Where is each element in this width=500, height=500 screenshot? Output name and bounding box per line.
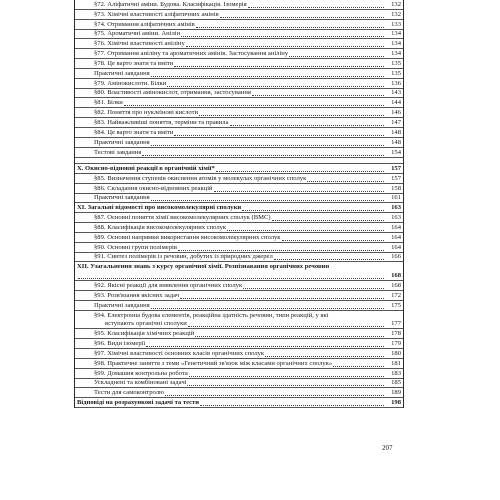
dot-leader [146, 341, 384, 347]
dot-leader [181, 31, 384, 37]
toc-page-number: 166 [391, 253, 401, 261]
toc-page-number: 161 [391, 194, 401, 202]
toc-page-number: 157 [391, 164, 401, 172]
toc-entry [75, 148, 403, 158]
toc-page-number: 136 [391, 79, 401, 87]
toc-entry-title: §92. Якісні реакції для виявлення органічних сполук [94, 281, 243, 289]
toc-entry [75, 108, 403, 118]
toc-entry-title: §84. Це варто знати та вміти [94, 128, 174, 136]
toc-page-number: 177 [391, 320, 401, 328]
toc-entry-title: §72. Аліфатичні аміни. Будова. Класифікація. Ізомерія [94, 0, 247, 8]
dot-leader [248, 2, 384, 8]
toc-entry-title: §80. Властивості амінокислот, отримання, застосування [94, 89, 251, 97]
toc-entry-title: §81. Білки [94, 99, 123, 107]
toc-entry [75, 39, 403, 49]
dot-leader [330, 265, 384, 270]
toc-page-number: 132 [391, 0, 401, 8]
dot-leader [187, 380, 384, 386]
toc-page-number: 172 [391, 291, 401, 299]
dot-leader [330, 314, 385, 319]
dot-leader [243, 283, 384, 289]
dot-leader [214, 186, 384, 192]
toc-page-number: 168 [391, 281, 401, 289]
toc-section-heading [75, 164, 403, 174]
toc-page-number: 164 [391, 223, 401, 231]
toc-entry [75, 388, 403, 398]
dot-leader [227, 225, 384, 231]
toc-section-heading [75, 203, 403, 213]
toc-entry [75, 174, 403, 184]
toc-entry-title: §96. Види ізомерії [94, 340, 146, 348]
toc-entry-title: XII. Узагальнення знань з курсу органічної хімії. Розпізнавання органічних речовин [77, 263, 330, 271]
dot-leader [167, 81, 384, 87]
toc-page-number: 135 [391, 59, 401, 67]
toc-entry-title: §93. Розв'язання якісних задач [94, 291, 180, 299]
toc-entry [75, 69, 403, 79]
toc-entry-title: X. Окисно-відновні реакції в органічній хімії* [77, 164, 215, 172]
toc-entry-title: Тести для самоконтролю [94, 389, 164, 397]
toc-entry [75, 10, 403, 20]
toc-entry [75, 59, 403, 69]
toc-entry [75, 369, 403, 379]
dot-leader [174, 130, 384, 136]
toc-entry [75, 243, 403, 253]
toc-page-number: 133 [391, 20, 401, 28]
dot-leader [274, 254, 384, 260]
toc-entry-title: §87. Основні поняття хімії високомолекулярних сполук (ВМС) [94, 214, 271, 222]
toc-page-number: 158 [391, 184, 401, 192]
toc-entry [75, 233, 403, 243]
toc-entry-title: §74. Отримання аліфатичних амінів [94, 20, 195, 28]
toc-entry [75, 339, 403, 349]
toc-page-number: 157 [391, 174, 401, 182]
dot-leader [124, 100, 384, 106]
toc-page-number: 143 [391, 89, 401, 97]
dot-leader [142, 150, 384, 156]
dot-leader [333, 361, 384, 367]
dot-leader [151, 303, 384, 309]
toc-page-number: 135 [391, 69, 401, 77]
dot-leader [307, 176, 384, 182]
toc-entry [75, 223, 403, 233]
toc-entry-title: §95. Класифікація хімічних реакцій [94, 330, 195, 338]
toc-entry-title: Відповіді на розрахункові задачі та тести [77, 399, 200, 407]
toc-entry-title: §97. Хімічні властивості основних класів органічних сполук [94, 349, 265, 357]
toc-entry [75, 30, 403, 40]
toc-page-number: 163 [391, 214, 401, 222]
toc-entry [75, 320, 403, 330]
toc-section-heading [75, 262, 403, 271]
toc-page-number: 148 [391, 138, 401, 146]
toc-entry-title: Практичні завдання [94, 69, 150, 77]
toc-entry [75, 118, 403, 128]
dot-leader [195, 331, 384, 337]
dot-leader [178, 245, 384, 251]
toc-page-number: 178 [391, 330, 401, 338]
toc-page-number: 134 [391, 40, 401, 48]
toc-page-number: 134 [391, 50, 401, 58]
toc-entry-title: вступають органічні сполуки [105, 320, 187, 328]
toc-entry [75, 49, 403, 59]
toc-page-number: 168 [391, 272, 401, 280]
toc-page-number: 134 [391, 30, 401, 38]
toc-entry-title: §91. Синтез полімерів із речовин, добутих із природних джерел [94, 253, 273, 261]
toc-entry [75, 79, 403, 89]
dot-leader [186, 41, 384, 47]
toc-entry [75, 329, 403, 339]
dot-leader [230, 120, 385, 126]
dot-leader [180, 293, 384, 299]
toc-entry [75, 281, 403, 291]
dot-leader [151, 195, 384, 201]
dot-leader [188, 321, 384, 327]
toc-page-number: 163 [391, 204, 401, 212]
toc-entry-title: Практичні завдання [94, 138, 150, 146]
dot-leader [151, 140, 384, 146]
dot-leader [242, 205, 384, 211]
toc-entry-title: §75. Ароматичні аміни. Анілін [94, 30, 181, 38]
dot-leader [199, 110, 384, 116]
toc-page-number: 132 [391, 10, 401, 18]
toc-entry-title: Практичні завдання [94, 194, 150, 202]
toc-entry [75, 301, 403, 311]
toc-entry [75, 311, 403, 320]
toc-entry [75, 213, 403, 223]
toc-page-number: 154 [391, 148, 401, 156]
toc-entry [75, 89, 403, 99]
toc-entry [75, 0, 403, 10]
dot-leader [220, 12, 384, 18]
toc-page-number: 180 [391, 349, 401, 357]
toc-entry [75, 128, 403, 138]
toc-entry [75, 291, 403, 301]
dot-leader [216, 166, 384, 172]
dot-leader [289, 51, 384, 57]
toc-entry-title: §78. Це варто знати та вміти [94, 59, 174, 67]
dot-leader [252, 90, 384, 96]
toc-section-heading [75, 271, 403, 281]
dot-leader [272, 215, 384, 221]
page-number: 207 [382, 444, 393, 452]
dot-leader [200, 400, 384, 406]
toc-page-number: 146 [391, 109, 401, 117]
toc-entry [75, 184, 403, 194]
toc-entry [75, 20, 403, 30]
dot-leader [151, 71, 384, 77]
toc-section-heading [75, 398, 403, 408]
toc-entry-title: §77. Отримання аніліну та ароматичних амінів. Застосування аніліну [94, 50, 289, 58]
toc-entry-title: §99. Домашня контрольна робота [94, 369, 188, 377]
toc-page-number: 183 [391, 369, 401, 377]
toc-page-number: 147 [391, 118, 401, 126]
toc-entry [75, 359, 403, 369]
toc-page-number: 198 [391, 399, 401, 407]
toc-entry-title: §98. Практичне заняття з теми «Генетичний зв'язок між класами органічних сполук» [94, 359, 333, 367]
dot-leader [282, 235, 385, 241]
toc-page-number: 148 [391, 128, 401, 136]
toc-entry-title: §90. Основні групи полімерів [94, 243, 177, 251]
toc-entry [75, 138, 403, 148]
dot-leader [196, 22, 384, 28]
toc-entry [75, 194, 403, 204]
toc-page-number: 185 [391, 379, 401, 387]
toc-entry-title: §88. Класифікація високомолекулярних сполук [94, 223, 227, 231]
toc-entry-title: Тестові завдання [94, 148, 142, 156]
toc-page-number: 181 [391, 359, 401, 367]
toc-entry-title: §82. Поняття про нуклеїнові кислоти [94, 109, 199, 117]
toc-entry-title: §83. Найважливіші поняття, терміни та правила [94, 118, 229, 126]
dot-leader [174, 61, 384, 67]
toc-entry-title: §89. Основні напрямки використання високомолекулярних сполук [94, 233, 281, 241]
toc-entry-title: §73. Хімічні властивості аліфатичних амінів [94, 10, 219, 18]
toc-page-number: 175 [391, 301, 401, 309]
toc-entry [75, 253, 403, 263]
toc-page-number: 179 [391, 340, 401, 348]
toc-entry-title: §85. Визначення ступенів окиснення атомів у молекулах органічних сполук [94, 174, 307, 182]
toc-entry-title: §76. Хімічні властивості аніліну [94, 40, 185, 48]
toc-page-number: 164 [391, 233, 401, 241]
dot-leader [189, 371, 384, 377]
dot-leader [165, 390, 384, 396]
toc-page-number: 144 [391, 99, 401, 107]
table-of-contents [74, 0, 404, 408]
dot-leader [265, 351, 384, 357]
toc-entry-title: Ускладнені та комбіновані задачі [94, 379, 187, 387]
toc-entry [75, 98, 403, 108]
toc-entry-title: §86. Складання окисно-відновних реакцій [94, 184, 213, 192]
toc-entry [75, 349, 403, 359]
toc-entry-title: §79. Амінокислоти. Білки [94, 79, 167, 87]
toc-entry-title: XI. Загальні відомості про високомолекулярні сполуки [77, 204, 242, 212]
toc-page-number: 189 [391, 389, 401, 397]
dot-leader [78, 273, 384, 279]
toc-page-number: 164 [391, 243, 401, 251]
toc-entry [75, 379, 403, 389]
toc-entry-title: §94. Електронна будова елементів, реакційна здатність речовин, типи реакцій, у які [94, 311, 329, 319]
toc-entry-title: Практичні завдання [94, 301, 150, 309]
